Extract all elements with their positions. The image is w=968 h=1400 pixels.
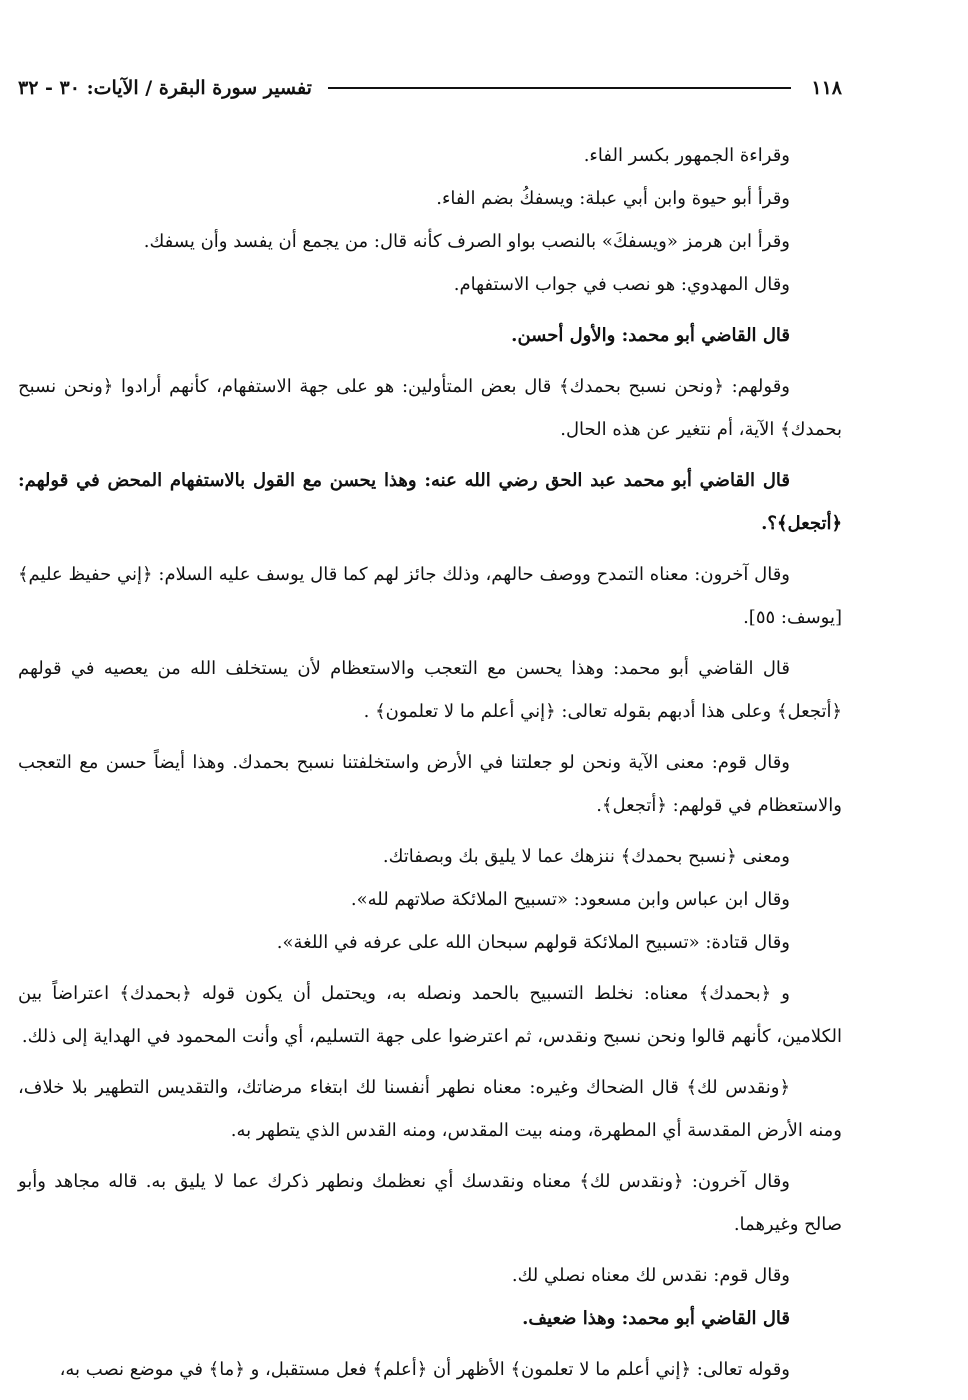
paragraph: وقال قتادة: «تسبيح الملائكة قولهم سبحان الله على عرفه في اللغة». — [276, 932, 790, 953]
paragraph: قال القاضي أبو محمد: وهذا يحسن مع التعجب والاستعظام لأن يستخلف الله من يعصيه في قولهم ﴿أتجعل﴾ وعلى هذا أدبهم بقوله تعالى: ﴿إني أعلم ما لا تعلمون﴾ . — [18, 658, 842, 722]
header-rule — [328, 87, 792, 89]
paragraph: ومعنى ﴿نسبح بحمدك﴾ ننزهك عما لا يليق بك وبصفاتك. — [382, 846, 790, 867]
paragraph: وقال قوم: معنى الآية ونحن لو جعلتنا في الأرض واستخلفتنا نسبح بحمدك. وهذا أيضاً حسن مع التعجب والاستعظام في قولهم: ﴿أتجعل﴾. — [18, 752, 842, 816]
paragraph: وقال آخرون: معناه التمدح ووصف حالهم، وذلك جائز لهم كما قال يوسف عليه السلام: ﴿إني حفيظ عليم﴾ [يوسف: ٥٥]. — [18, 564, 842, 628]
running-title: تفسير سورة البقرة / الآيات: ٣٠ - ٣٢ — [18, 77, 312, 99]
paragraph: وقال قوم: نقدس لك معناه نصلي لك. — [511, 1265, 790, 1286]
paragraph: وقال ابن عباس وابن مسعود: «تسبيح الملائكة صلاتهم لله». — [350, 889, 790, 910]
page-number: ١١٨ — [811, 77, 842, 99]
paragraph: ﴿ونقدس لك﴾ قال الضحاك وغيره: معناه نطهر أنفسنا لك ابتغاء مرضاتك، والتقديس التطهير بلا خلاف، ومنه الأرض المقدسة أي المطهرة، ومنه بيت المقدس، ومنه القدس الذي يتطهر به. — [18, 1077, 842, 1141]
paragraph: وقولهم: ﴿ونحن نسبح بحمدك﴾ قال بعض المتأولين: هو على جهة الاستفهام، كأنهم أرادوا ﴿ونحن نسبح بحمدك﴾ الآية، أم نتغير عن هذه الحال. — [18, 376, 842, 440]
paragraph: قال القاضي أبو محمد عبد الحق رضي الله عنه: وهذا يحسن مع القول بالاستفهام المحض في قولهم: ﴿أتجعل﴾؟. — [18, 470, 842, 534]
paragraph: قال القاضي أبو محمد: وهذا ضعيف. — [522, 1308, 790, 1329]
paragraph: وقال آخرون: ﴿ونقدس لك﴾ معناه ونقدسك أي نعظمك ونطهر ذكرك عما لا يليق به. قاله مجاهد وأبو صالح وغيرهما. — [18, 1171, 842, 1235]
paragraph: وقرأ ابن هرمز «ويسفكَ» بالنصب بواو الصرف كأنه قال: من يجمع أن يفسد وأن يسفك. — [143, 231, 790, 252]
paragraph: و ﴿بحمدك﴾ معناه: نخلط التسبيح بالحمد ونصله به، ويحتمل أن يكون قوله ﴿بحمدك﴾ اعتراضاً بين الكلامين، كأنهم قالوا ونحن نسبح ونقدس، ثم اعترضوا على جهة التسليم، أي وأنت المحمود في الهداية إلى ذلك. — [18, 983, 842, 1047]
paragraph: وقوله تعالى: ﴿إني أعلم ما لا تعلمون﴾ الأظهر أن ﴿أعلم﴾ فعل مستقبل، و ﴿ما﴾ في موضع نصب به، — [59, 1359, 790, 1380]
paragraph: قال القاضي أبو محمد: والأول أحسن. — [511, 325, 790, 346]
paragraph: وقال المهدوي: هو نصب في جواب الاستفهام. — [453, 274, 790, 295]
paragraph: وقرأ أبو حيوة وابن أبي عبلة: ويسفكُ بضم الفاء. — [436, 188, 790, 209]
book-page — [18, 70, 842, 1380]
paragraph: وقراءة الجمهور بكسر الفاء. — [583, 145, 790, 166]
page-body — [18, 134, 842, 1391]
page-header — [18, 70, 842, 106]
